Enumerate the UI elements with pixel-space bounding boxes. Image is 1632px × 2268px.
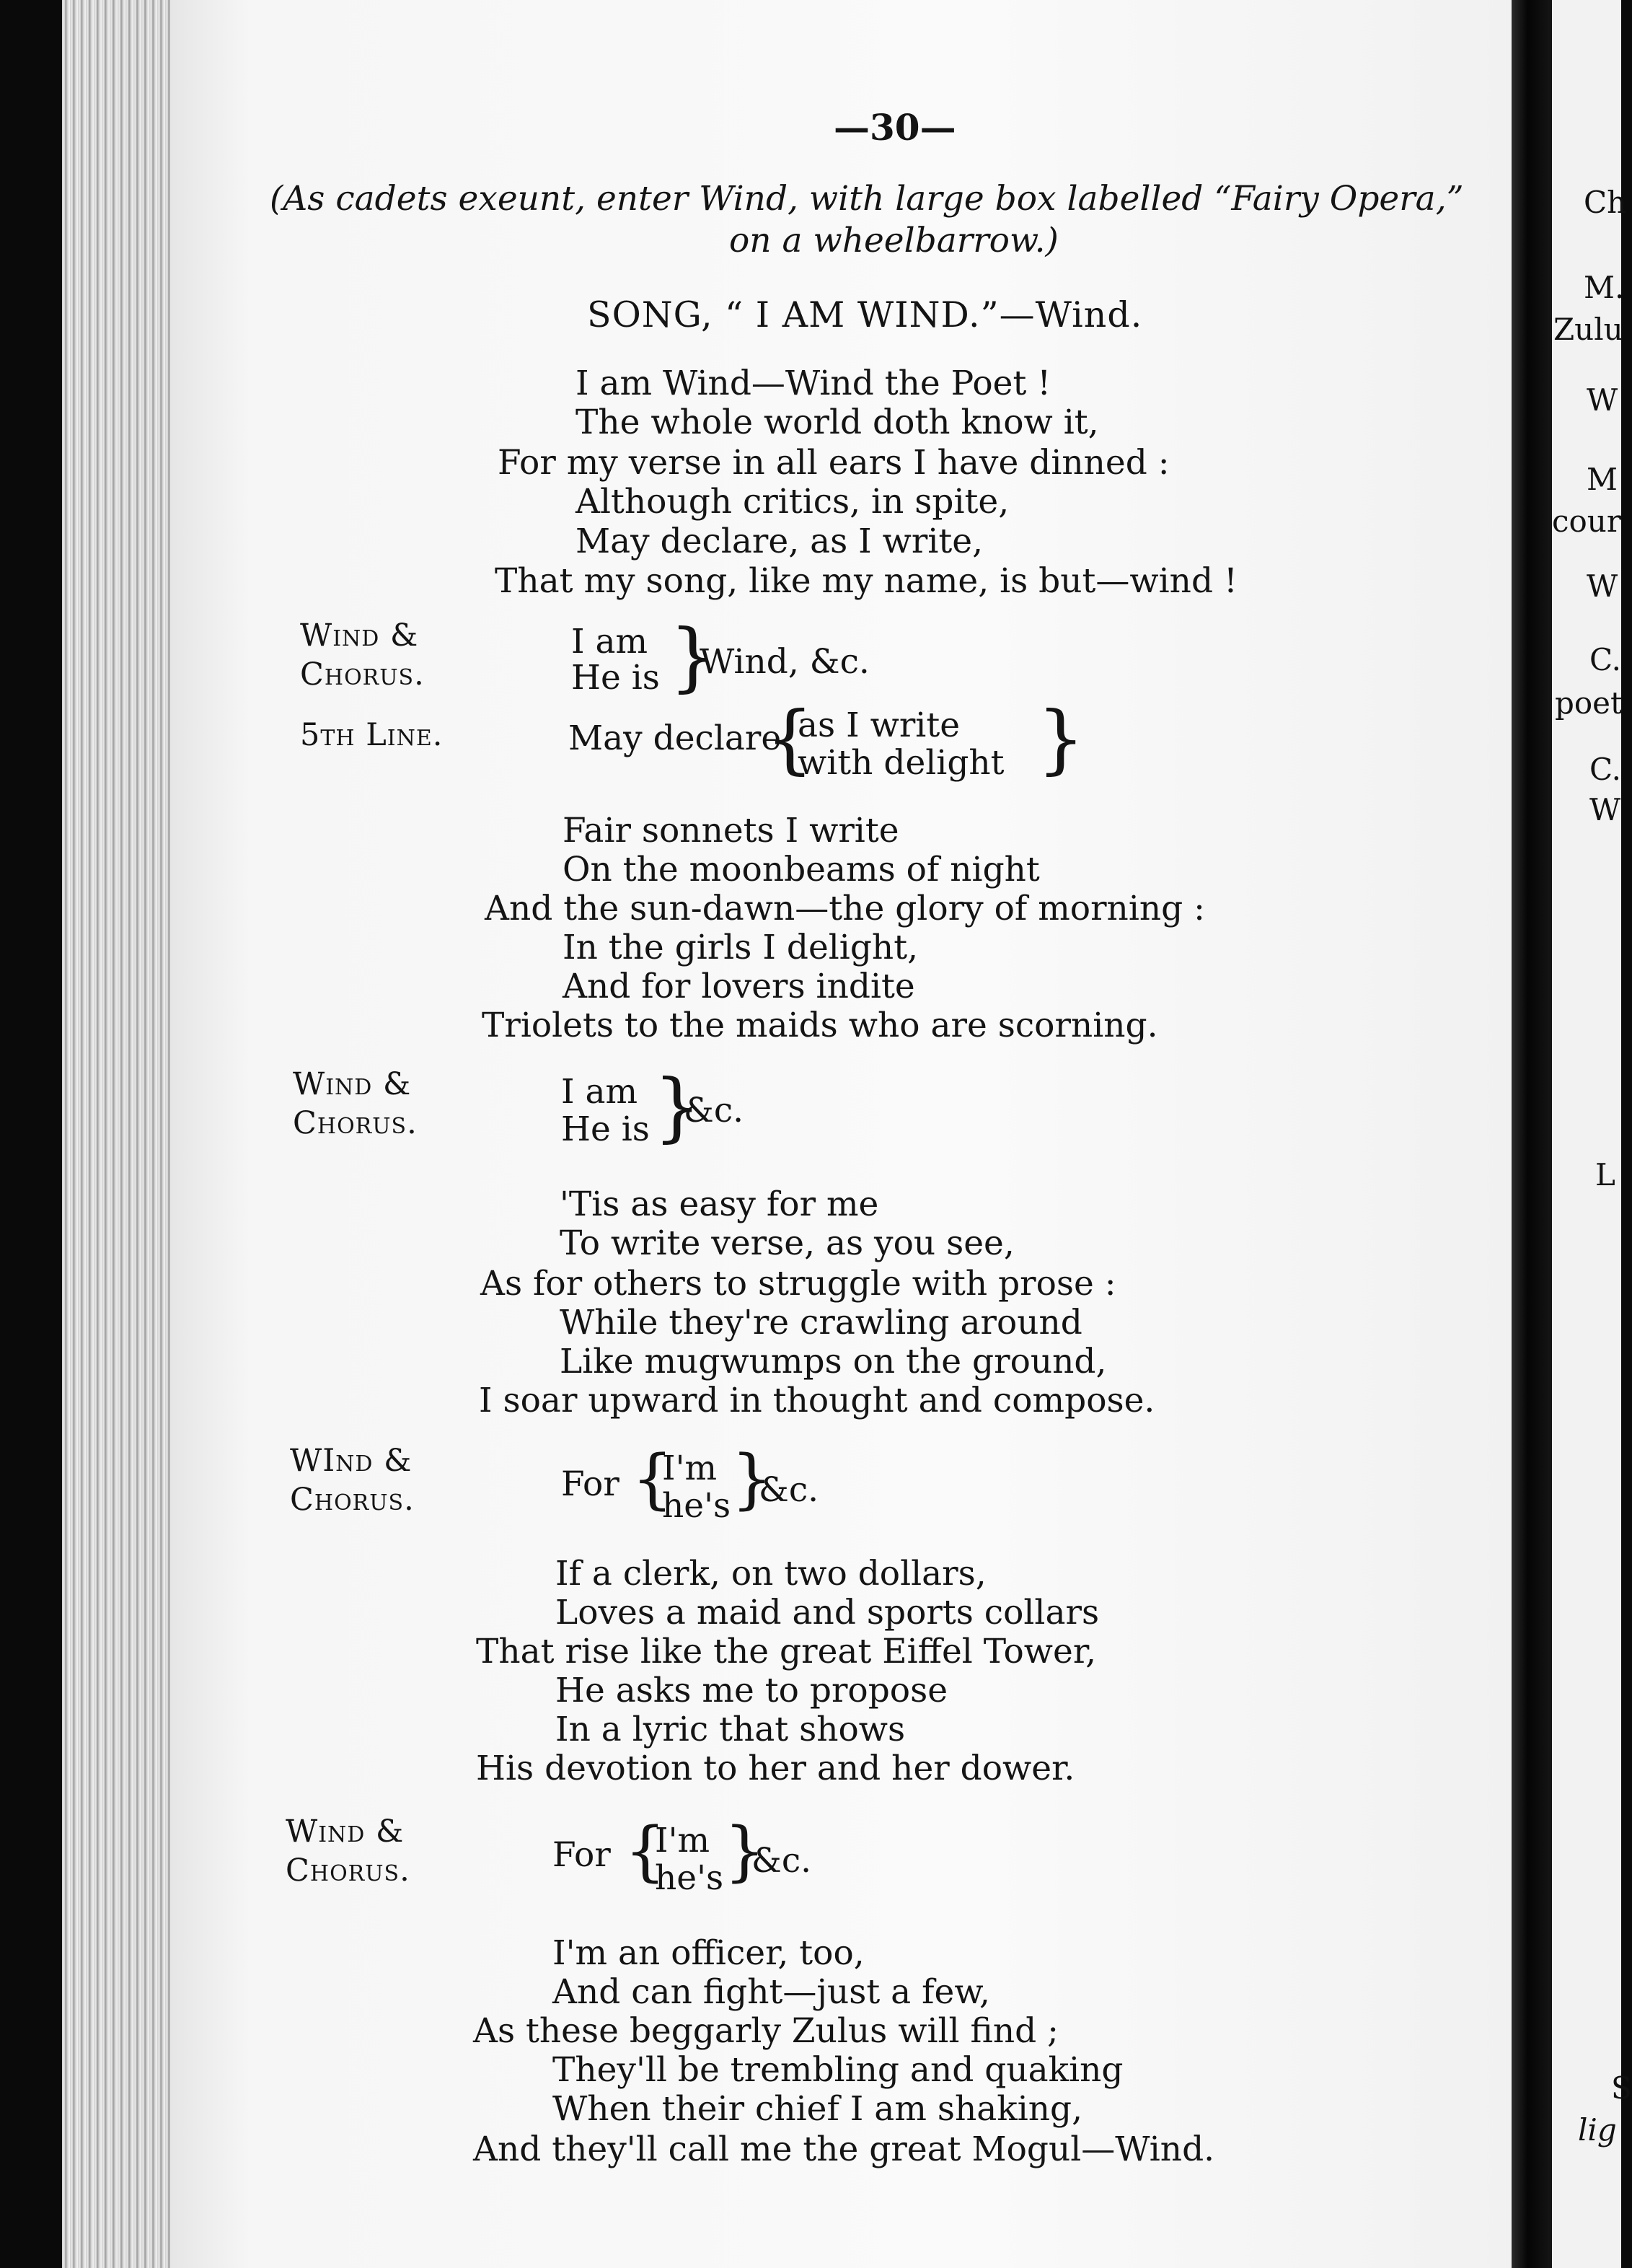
right-brace: } xyxy=(1037,695,1085,783)
refrain-option: He is xyxy=(571,658,660,698)
book-page xyxy=(170,0,1512,2268)
refrain-option: I'm xyxy=(655,1821,710,1860)
speaker-label: Chorus. xyxy=(290,1482,415,1518)
verse-line: And can fight—just a few, xyxy=(552,1972,990,2012)
verse-line: That rise like the great Eiffel Tower, xyxy=(476,1632,1097,1671)
fragment-text: Ch xyxy=(1584,185,1627,220)
refrain-option: he's xyxy=(655,1858,724,1898)
right-brace: } xyxy=(731,1441,773,1517)
refrain-tail: Wind, &c. xyxy=(700,642,870,682)
fragment-text: C. xyxy=(1589,752,1621,787)
verse-line: Triolets to the maids who are scorning. xyxy=(482,1006,1158,1045)
speaker-label: 5th Line. xyxy=(300,717,444,753)
refrain-option: He is xyxy=(561,1109,650,1149)
fragment-text: C. xyxy=(1589,642,1621,677)
refrain-option: I am xyxy=(561,1072,638,1112)
verse-line: I soar upward in thought and compose. xyxy=(479,1381,1155,1420)
verse-line: Fair sonnets I write xyxy=(563,811,899,850)
fragment-text: S xyxy=(1611,2070,1632,2106)
fragment-text: W xyxy=(1587,568,1618,604)
verse-line: When their chief I am shaking, xyxy=(552,2089,1083,2129)
right-brace: } xyxy=(724,1814,766,1889)
refrain-tail: &c. xyxy=(751,1841,812,1881)
speaker-label: Chorus. xyxy=(286,1852,410,1889)
verse-line: And the sun-dawn—the glory of morning : xyxy=(485,889,1205,928)
verse-line: They'll be trembling and quaking xyxy=(552,2050,1124,2090)
fragment-text: M. xyxy=(1584,270,1625,305)
verse-line: To write verse, as you see, xyxy=(560,1223,1015,1263)
verse-line: He asks me to propose xyxy=(555,1671,948,1710)
verse-line: And for lovers indite xyxy=(563,967,915,1006)
verse-line: I am Wind—Wind the Poet ! xyxy=(575,364,1051,403)
verse-line: As for others to struggle with prose : xyxy=(480,1264,1116,1304)
left-brace: { xyxy=(632,1441,674,1517)
verse-line: In a lyric that shows xyxy=(555,1710,906,1749)
refrain-option: with delight xyxy=(798,743,1005,783)
verse-line: Like mugwumps on the ground, xyxy=(560,1342,1107,1381)
verse-line: If a clerk, on two dollars, xyxy=(555,1554,987,1594)
stage-direction-line-2: on a wheelbarrow.) xyxy=(729,221,1059,260)
adjacent-page-fragment xyxy=(1552,0,1632,2268)
page-edge-stack xyxy=(62,0,170,2268)
right-brace: } xyxy=(669,612,718,700)
fragment-text: poet xyxy=(1555,685,1623,721)
verse-line: While they're crawling around xyxy=(560,1303,1082,1342)
song-title: SONG, “ I AM WIND.”—Wind. xyxy=(587,294,1143,335)
fragment-text: cour xyxy=(1552,504,1621,539)
verse-line: His devotion to her and her dower. xyxy=(476,1749,1075,1788)
verse-line: Although critics, in spite, xyxy=(575,482,1010,522)
fragment-text: lig xyxy=(1578,2112,1617,2148)
refrain-option: he's xyxy=(662,1486,731,1526)
left-brace: { xyxy=(625,1814,666,1889)
verse-line: That my song, like my name, is but—wind ! xyxy=(495,561,1238,601)
verse-line: For my verse in all ears I have dinned : xyxy=(498,443,1170,483)
book-gutter xyxy=(1512,0,1552,2268)
speaker-label: WInd & xyxy=(290,1443,413,1479)
speaker-label: Wind & xyxy=(293,1066,412,1102)
verse-line: As these beggarly Zulus will find ; xyxy=(473,2011,1059,2051)
verse-line: May declare, as I write, xyxy=(575,522,984,561)
refrain-option: as I write xyxy=(798,706,961,745)
right-brace: } xyxy=(653,1063,702,1151)
speaker-label: Chorus. xyxy=(293,1105,418,1141)
fragment-text: Zulu xyxy=(1553,312,1623,347)
page-number: —30— xyxy=(834,106,956,149)
refrain-option: I am xyxy=(571,622,648,662)
fragment-text: W xyxy=(1587,382,1618,418)
verse-line: In the girls I delight, xyxy=(563,928,919,967)
stage-direction-line-1: (As cadets exeunt, enter Wind, with large box labelled “Fairy Opera,” xyxy=(270,179,1464,219)
verse-line: The whole world doth know it, xyxy=(575,403,1099,442)
verse-line: Loves a maid and sports collars xyxy=(555,1593,1100,1632)
fragment-text: L xyxy=(1595,1157,1615,1192)
fragment-text: W xyxy=(1589,792,1621,827)
speaker-label: Chorus. xyxy=(300,656,425,693)
fragment-text: M xyxy=(1587,462,1618,497)
refrain-lead: May declare xyxy=(568,718,782,758)
verse-line: On the moonbeams of night xyxy=(563,850,1040,889)
verse-line: I'm an officer, too, xyxy=(552,1933,865,1973)
refrain-option: I'm xyxy=(662,1449,718,1488)
speaker-label: Wind & xyxy=(300,617,419,654)
refrain-lead: For xyxy=(552,1835,611,1875)
left-brace: { xyxy=(766,695,814,783)
refrain-tail: &c. xyxy=(684,1091,744,1130)
speaker-label: Wind & xyxy=(286,1814,405,1850)
verse-line: 'Tis as easy for me xyxy=(560,1184,879,1224)
refrain-tail: &c. xyxy=(759,1470,819,1510)
scan-left-border xyxy=(0,0,62,2268)
refrain-lead: For xyxy=(561,1464,619,1504)
verse-line: And they'll call me the great Mogul—Wind. xyxy=(473,2129,1215,2169)
